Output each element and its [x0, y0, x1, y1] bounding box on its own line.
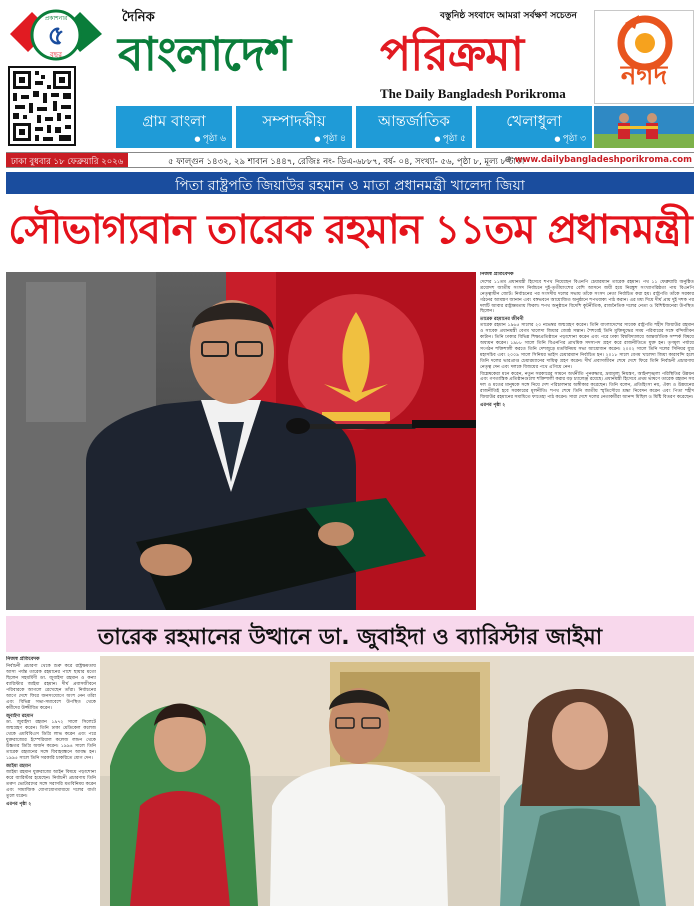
masthead-english-title: The Daily Bangladesh Porikroma: [380, 86, 566, 101]
lead-photo[interactable]: [6, 272, 476, 610]
nav-item-label: গ্রাম বাংলা: [142, 112, 206, 130]
masthead-title-part2: পরিক্রমা: [380, 27, 524, 81]
qr-code[interactable]: [8, 66, 76, 146]
second-article-dateline: নিজস্ব প্রতিবেদক: [6, 656, 40, 662]
nav-item-label: সম্পাদকীয়: [262, 112, 326, 130]
section-nav: [116, 106, 592, 148]
lead-article-paragraph: দেশের ১১তম প্রধানমন্ত্রী হিসেবে শপথ নিয়েছেন বিএনপি চেয়ারম্যান তারেক রহমান। পথ ১১ ফেব্রুয়ারি অনুষ্ঠিত ত্রয়োদশ জাতীয় সংসদ নির্বাচনে দুই-তৃতীয়াংশের বেশি আসনে জয়ী হয়ে নিরঙ্কুশ সংখ্যাগরিষ্ঠতা পায় বিএনপি নেতৃত্বাধীন জোট। নির্বাচনের পর সংসদীয় দলের সভায় তাঁকে সংসদ নেতা নির্বাচিত করা হয়। রাষ্ট্রপতি তাঁকে সরকার গঠনের আমন্ত্রণ জানান এবং বঙ্গভবনে আয়োজিত অনুষ্ঠানে শপথবাক্য পাঠ করান। এর মধ্য দিয়ে দীর্ঘ প্রায় দুই দশক পর দলটি আবার রাষ্ট্রক্ষমতায় ফিরল। শপথ অনুষ্ঠানে বিদেশি কূটনীতিক, রাজনৈতিক দলের নেতা ও বিশিষ্টজনেরা উপস্থিত ছিলেন।: [480, 279, 694, 315]
nav-item-editorial[interactable]: [236, 106, 352, 148]
second-article-continued[interactable]: এরপর পৃষ্ঠা ২: [6, 802, 32, 807]
nav-item-label: আন্তর্জাতিক: [378, 112, 450, 130]
nav-item-gram-bangla[interactable]: [116, 106, 232, 148]
svg-text:প্রকাশনার: প্রকাশনার: [44, 15, 68, 22]
lead-article-paragraph: বিশ্লেষকেরা মনে করেন, নতুন সরকারের সামনে অর্থনীতি পুনরুদ্ধার, দ্রব্যমূল্য নিয়ন্ত্রণ, আইনশৃঙ্খলা পরিস্থিতির উন্নয়ন এবং গণতান্ত্রিক প্রতিষ্ঠানগুলো শক্তিশালী করার বড় চ্যালেঞ্জ রয়েছে। প্রধানমন্ত্রী হিসেবে প্রথম ভাষণে তারেক রহমান সব দল ও মতের মানুষকে সঙ্গে নিয়ে দেশ পরিচালনার অঙ্গীকার করেছেন। তিনি বলেন, প্রতিহিংসা নয়, ঐক্য ও উন্নয়নের রাজনীতিই হবে সরকারের মূলনীতি। শপথ শেষে তিনি জাতীয় স্মৃতিসৌধে শ্রদ্ধা নিবেদন করেন এবং পিতা শহীদ জিয়াউর রহমানের সমাধিতে ফাতেহা পাঠ করেন। সারা দেশে দলের নেতাকর্মীরা আনন্দ মিছিল ও মিষ্টি বিতরণ করেছেন।: [480, 371, 694, 401]
nav-item-page: ● পৃষ্ঠা ৬: [194, 131, 226, 146]
issue-details: ৫ ফাল্গুন ১৪৩২, ২৯ শাবান ১৪৪৭, রেজিঃ নং- ডিএ-৬৮৮৭, বর্ষ- ০৪, সংখ্যা- ৫৬, পৃষ্ঠা ৮, মূল্য ৮ টাকা: [168, 157, 525, 167]
lead-article-subhead: তারেক রহমানের জীবনী: [480, 317, 524, 323]
second-article-paragraph: নির্বাচনী প্রচারণা থেকে শুরু করে রাষ্ট্রক্ষমতায় আসা পর্যন্ত তারেক রহমানের পাশে ছায়ার মতো ছিলেন সহধর্মিণী ডা. জুবাইদা রহমান ও কন্যা ব্যারিস্টার জাইমা রহমান। দীর্ঘ প্রবাসজীবনে পরিবারকে আগলে রেখেছেন তাঁরা। নির্বাচনের আগে দেশে ফিরে জনসংযোগে অংশ নেন তাঁরা এবং বিভিন্ন সভা-সমাবেশে উপস্থিত থেকে কর্মীদের উজ্জীবিত করেন।: [6, 664, 96, 711]
nav-item-page: ● পৃষ্ঠা ৩: [554, 131, 586, 146]
anniversary-logo: [6, 8, 106, 62]
family-photo[interactable]: [100, 656, 694, 906]
masthead-title-part1: বাংলাদেশ: [118, 27, 291, 81]
lead-headline[interactable]: সৌভাগ্যবান তারেক রহমান ১১তম প্রধানমন্ত্রী: [8, 206, 692, 253]
lead-article-body: [480, 272, 694, 610]
second-article-paragraph: ডা. জুবাইদা রহমান ১৯৭২ সালে সিলেটে জন্মগ্রহণ করেন। তিনি ঢাকা মেডিকেল কলেজ থেকে এমবিবিএস ডিগ্রি লাভ করেন এবং পরে যুক্তরাজ্যের ইম্পেরিয়াল কলেজ লন্ডন থেকে উচ্চতর ডিগ্রি অর্জন করেন। ১৯৯৪ সালে তিনি তারেক রহমানের সঙ্গে বিবাহবন্ধনে আবদ্ধ হন। ১৯৯৫ সালে তিনি সরকারি চাকরিতে যোগ দেন।: [6, 720, 96, 761]
masthead-tagline: বস্তুনিষ্ঠ সংবাদে আমরা সর্বক্ষণ সচেতন: [440, 11, 577, 21]
masthead: [118, 6, 588, 106]
sports-photo[interactable]: [594, 106, 694, 148]
second-article-subhead: জুবাইদা রহমান: [6, 714, 34, 719]
nav-item-page: ● পৃষ্ঠা ৫: [434, 131, 466, 146]
lead-article-paragraph: তারেক রহমান ১৯৬৫ সালের ২০ নভেম্বর জন্মগ্রহণ করেন। তিনি বাংলাদেশের সাবেক রাষ্ট্রপতি শহীদ জিয়াউর রহমান ও সাবেক প্রধানমন্ত্রী বেগম খালেদা জিয়ার জ্যেষ্ঠ সন্তান। শৈশবেই তিনি মুক্তিযুদ্ধের সময় পরিবারের সঙ্গে বন্দিজীবন কাটান। তিনি ঢাকার বিভিন্ন শিক্ষাপ্রতিষ্ঠানে পড়াশোনা করেন এবং পরে ঢাকা বিশ্ববিদ্যালয়ে আন্তর্জাতিক সম্পর্ক বিষয়ে অধ্যয়ন করেন। ১৯৮৮ সালে তিনি বিএনপির প্রাথমিক সদস্যপদ গ্রহণ করে রাজনীতিতে যুক্ত হন। তৃণমূল পর্যায়ে সংগঠন শক্তিশালী করতে তিনি দেশজুড়ে মতবিনিময় সভা আয়োজন করেন। ২০০২ সালে তিনি দলের সিনিয়র যুগ্ম মহাসচিব এবং ২০০৯ সালে সিনিয়র ভাইস চেয়ারম্যান নির্বাচিত হন। ২০১৮ সালে বেগম খালেদা জিয়া কারাবন্দি হলে তিনি দলের ভারপ্রাপ্ত চেয়ারম্যানের দায়িত্ব গ্রহণ করেন। দীর্ঘ প্রবাসজীবন শেষে দেশে ফিরে তিনি নির্বাচনী প্রচারণায় নেতৃত্ব দেন এবং দলকে বিজয়ের পথে এগিয়ে নেন।: [480, 323, 694, 370]
nav-item-sports[interactable]: [476, 106, 592, 148]
second-article-subhead: জাইমা রহমান: [6, 764, 31, 769]
nav-item-international[interactable]: [356, 106, 472, 148]
website-link[interactable]: ⊕ www.dailybangladeshporikroma.com: [505, 155, 692, 165]
lead-article-continued[interactable]: এরপর পৃষ্ঠা ২: [480, 403, 506, 409]
sponsor-logo[interactable]: [594, 10, 694, 104]
nav-item-label: খেলাধুলা: [506, 112, 562, 130]
svg-text:৫: ৫: [47, 21, 65, 51]
nav-item-page: ● পৃষ্ঠা ৪: [314, 131, 346, 146]
issue-date: ঢাকা বুধবার ১৮ ফেব্রুয়ারি ২০২৬: [6, 153, 128, 167]
second-article-body: [6, 656, 96, 906]
date-bar: [6, 152, 694, 168]
second-article-paragraph: জাইমা রহমান যুক্তরাজ্যে আইন বিষয়ে পড়াশোনা করে ব্যারিস্টার হয়েছেন। নির্বাচনী প্রচারণায় তিনি তরুণ ভোটারদের সঙ্গে সরাসরি মতবিনিময় করেন এবং সামাজিক যোগাযোগমাধ্যমে দলের বার্তা তুলে ধরেন।: [6, 770, 96, 799]
headline-kicker: পিতা রাষ্ট্রপতি জিয়াউর রহমান ও মাতা প্রধানমন্ত্রী খালেদা জিয়া: [6, 172, 694, 194]
sponsor-name: নগদ: [620, 61, 668, 91]
lead-article-dateline: নিজস্ব প্রতিবেদক: [480, 272, 514, 277]
second-headline[interactable]: তারেক রহমানের উত্থানে ডা. জুবাইদা ও ব্যারিস্টার জাইমা: [6, 616, 694, 652]
masthead-prefix: দৈনিক: [122, 10, 155, 25]
svg-text:বছর: বছর: [50, 51, 62, 59]
